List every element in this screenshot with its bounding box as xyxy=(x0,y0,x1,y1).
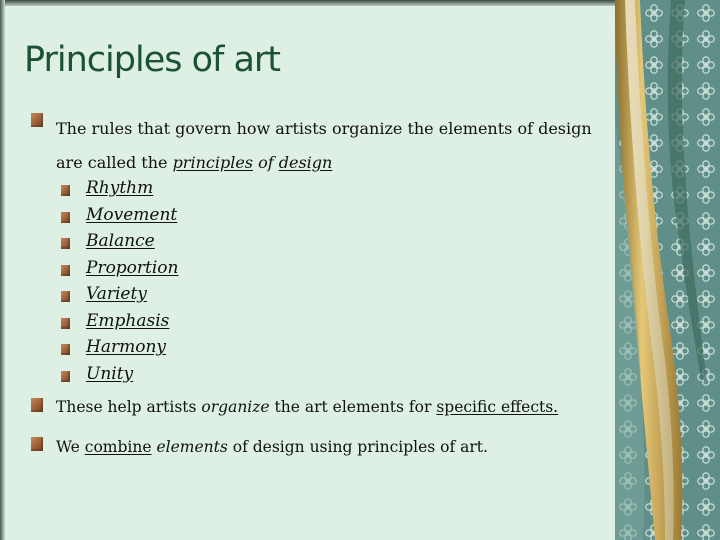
list-item xyxy=(86,337,179,364)
principles-list xyxy=(86,178,179,390)
decorative-floral-border xyxy=(615,0,720,540)
bullet-icon xyxy=(61,344,70,355)
top-shadow xyxy=(0,0,620,6)
bullet-text-organize xyxy=(56,398,558,416)
slide-title: Principles of art xyxy=(24,40,281,80)
elements-word: elements xyxy=(156,438,228,456)
organize-word: organize xyxy=(201,398,270,416)
bullet-text-part: The rules that govern how artists organize the elements of design are called the xyxy=(56,119,592,172)
list-item xyxy=(86,178,179,205)
list-item xyxy=(86,231,179,258)
bullet-text-principles-definition xyxy=(56,112,606,180)
list-item xyxy=(86,311,179,338)
list-item xyxy=(86,364,179,391)
list-item xyxy=(86,258,179,285)
bullet-icon xyxy=(61,185,70,196)
bullet-icon xyxy=(61,265,70,276)
bullet-text-part: the art elements for xyxy=(269,398,437,416)
bullet-text-combine xyxy=(56,438,488,456)
list-item xyxy=(86,284,179,311)
list-item xyxy=(86,205,179,232)
principles-word: principles xyxy=(172,153,253,172)
bullet-text-part: These help artists xyxy=(56,398,202,416)
bullet-icon xyxy=(61,212,70,223)
bullet-icon xyxy=(31,437,43,451)
bullet-text-part: of design using principles of art. xyxy=(227,438,488,456)
bullet-icon xyxy=(61,238,70,249)
list-item-label: Harmony xyxy=(86,337,166,357)
bullet-icon xyxy=(61,371,70,382)
bullet-text-part: We xyxy=(56,438,85,456)
left-shadow xyxy=(0,0,5,540)
bullet-icon xyxy=(31,398,43,412)
list-item-label: Unity xyxy=(86,363,134,384)
combine-word: combine xyxy=(84,438,152,456)
list-item-label: Balance xyxy=(86,231,155,251)
specific-effects-text: specific effects. xyxy=(436,398,559,416)
bullet-icon xyxy=(31,113,43,127)
design-word: design xyxy=(278,153,333,172)
list-item-label: Movement xyxy=(86,204,178,225)
list-item-label: Rhythm xyxy=(86,178,154,198)
list-item-label: Variety xyxy=(86,284,147,304)
bullet-icon xyxy=(61,291,70,302)
list-item-label: Emphasis xyxy=(86,310,170,331)
of-word: of xyxy=(253,153,279,172)
list-item-label: Proportion xyxy=(86,257,179,278)
bullet-icon xyxy=(61,318,70,329)
